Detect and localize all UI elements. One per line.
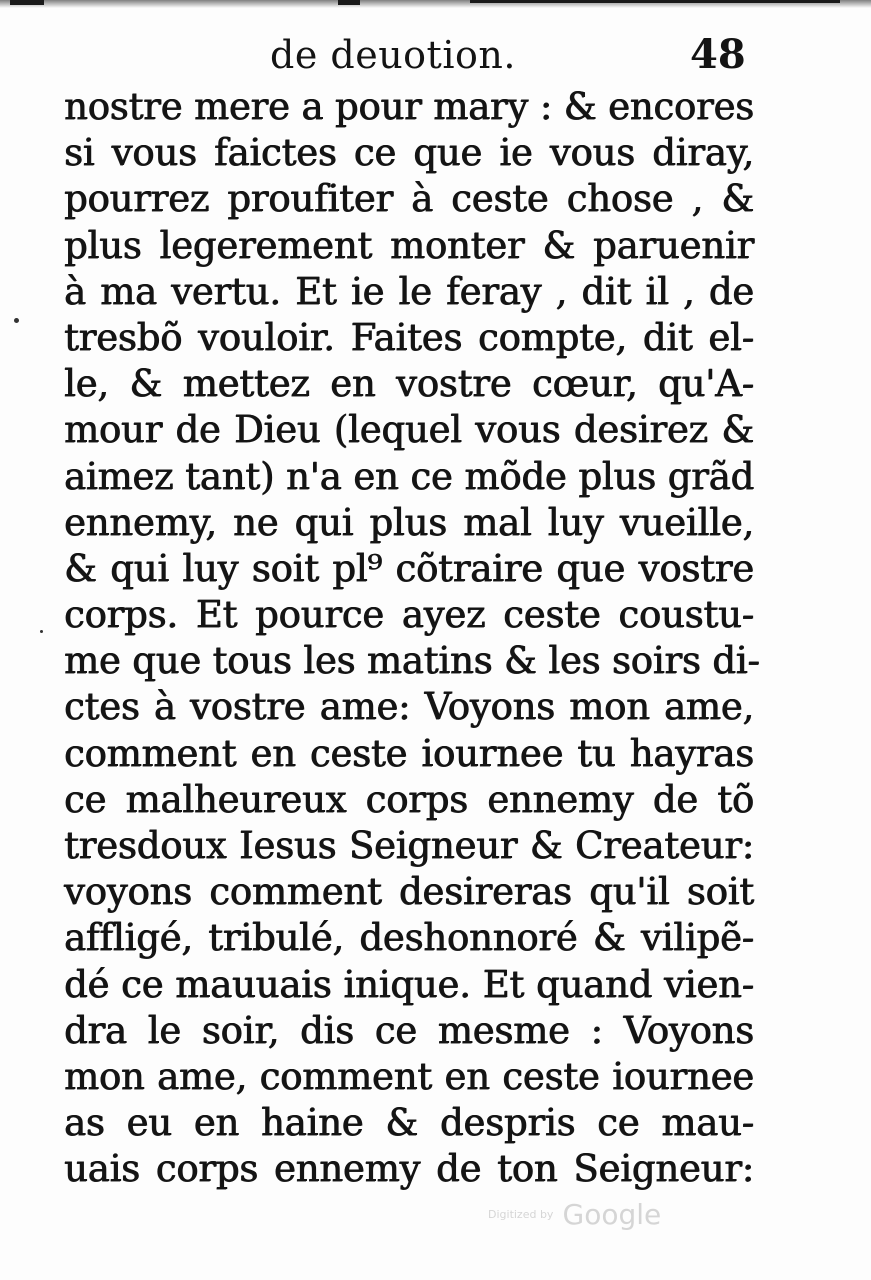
text-line: dra le soir, dis ce mesme : Voyons [64,1008,754,1052]
text-line: corps. Et pource ayez ceste coustu- [64,593,754,637]
digitization-watermark [488,1198,661,1231]
text-line: uais corps ennemy de ton Seigneur: [64,1147,754,1191]
text-line: à ma vertu. Et ie le feray , dit il , de [64,269,754,313]
page-header [0,30,871,82]
top-ink-mark [338,0,360,5]
text-line: me que tous les matins & les soirs di- [64,639,760,683]
watermark-prefix: Digitized by [488,1208,554,1221]
text-line: mon ame, comment en ceste iournee [64,1054,754,1098]
text-line: as eu en haine & despris ce mau- [64,1101,754,1145]
text-line: nostre mere a pour mary : & encores [64,85,754,128]
text-line: voyons comment desireras qu'il soit [64,870,754,914]
text-line: ctes à vostre ame: Voyons mon ame, [64,685,754,729]
text-line: tresdoux Iesus Seigneur & Createur: [64,824,754,867]
text-line: le, & mettez en vostre cœur, qu'A- [64,362,754,406]
text-line: tresbõ vouloir. Faites compte, dit el- [64,315,754,359]
watermark-brand: Google [562,1198,662,1231]
text-line: mour de Dieu (lequel vous desirez & [64,408,754,452]
text-line: ce malheureux corps ennemy de tõ [64,777,754,821]
body-text [64,84,760,1193]
text-line: comment en ceste iournee tu hayras [64,731,754,775]
page-number: 48 [690,31,746,78]
running-head: de deuotion. [270,33,516,77]
text-line: plus legerement monter & paruenir [64,223,754,267]
text-line: dé ce mauuais inique. Et quand vien- [64,962,754,1006]
top-ink-mark [10,0,44,5]
text-line: aimez tant) n'a en ce mõde plus grãd [64,454,754,498]
margin-speck [40,630,43,633]
text-line: pourrez proufiter à ceste chose , & [64,177,754,221]
margin-speck [14,318,19,323]
text-line: affligé, tribulé, deshonnoré & vilipẽ- [64,916,754,960]
text-line: ennemy, ne qui plus mal luy vueille, [64,500,754,544]
text-line: si vous faictes ce que ie vous diray, [64,131,754,175]
top-ink-mark [470,0,840,3]
text-line: & qui luy soit pl⁹ cõtraire que vostre [64,546,754,590]
